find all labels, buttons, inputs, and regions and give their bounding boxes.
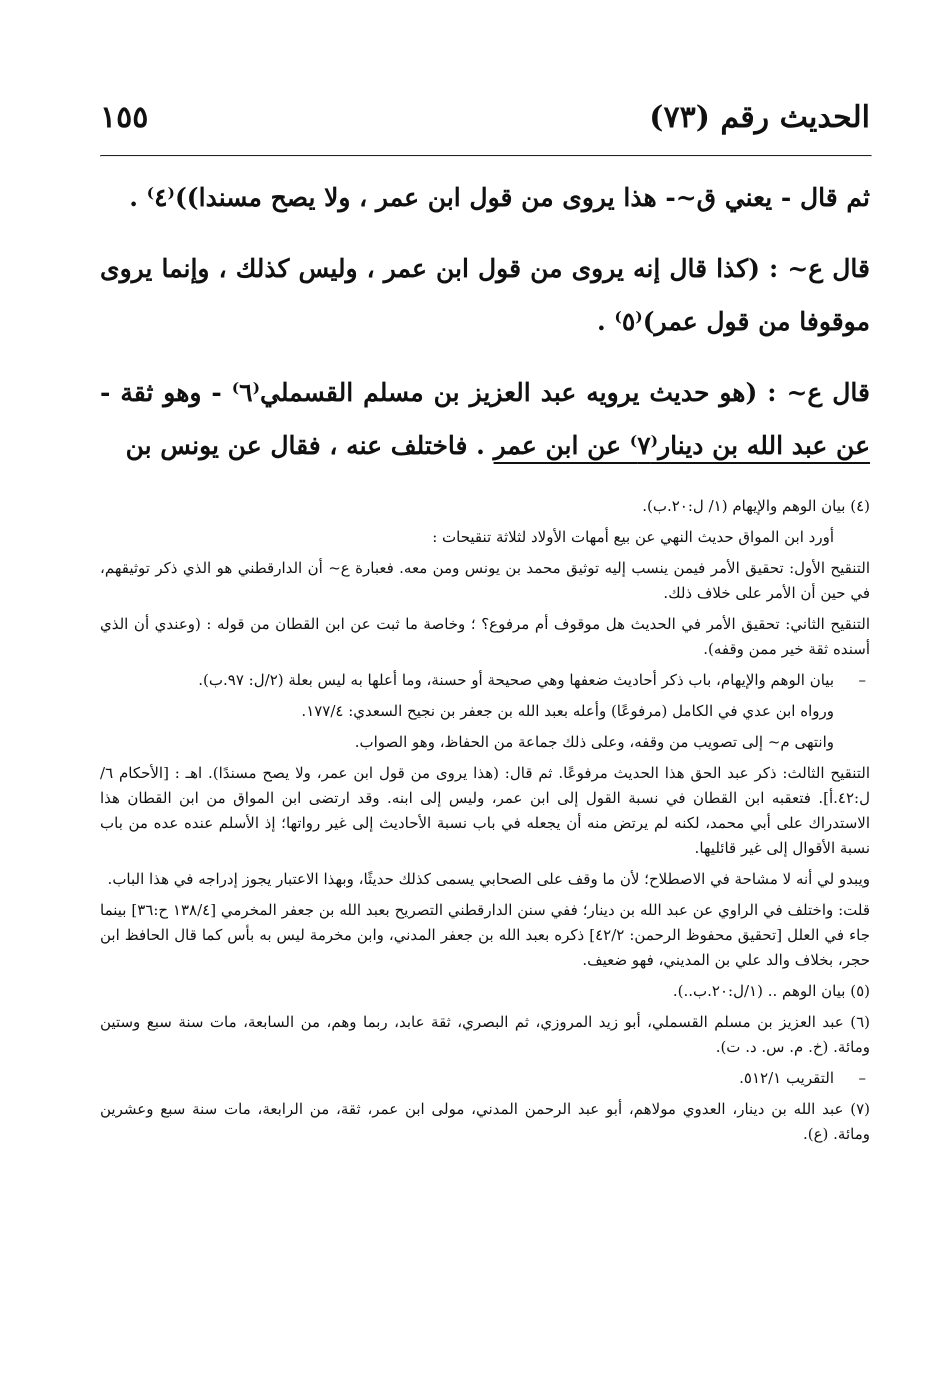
page-header [100,100,870,155]
paragraph-3 [100,366,870,472]
underlined-phrase: عن عبد الله بن دينار⁽٧⁾ عن ابن عمر [493,431,870,460]
running-title: الحديث رقم (٧٣) [649,100,870,135]
footnote-4-qultu: قلت: واختلف في الراوي عن عبد الله بن دينار؛ ففي سنن الدارقطني التصريح بعبد الله بن جعفر المخرمي [١٣٨/٤ ح:٣٦] بينما جاء في العلل [تحقيق محفوظ الرحمن: ٤٢/٢] ذكره بعبد الله بن جعفر المدني، وابن مخرمة ليس به بأس كما قال الحافظ ابن حجر، بخلاف والد علي بن المديني، فهو ضعيف. [100,901,870,969]
main-text [100,171,870,472]
footnote-4-opinion: ويبدو لي أنه لا مشاحة في الاصطلاح؛ لأن ما وقف على الصحابي يسمى كذلك حديثًا، وبهذا الاعتبار يجوز إدراجه في هذا الباب. [107,870,870,888]
footnote-4: (٤) بيان الوهم والإيهام (١/ ل:٢٠.ب). [642,497,870,515]
paragraph-3-text-b: . فاختلف عنه ، فقال عن يونس بن [125,431,494,460]
page-number: ١٥٥ [100,100,149,135]
footnote-4-dash-item: – بيان الوهم والإيهام، باب ذكر أحاديث ضعفها وهي صحيحة أو حسنة، وما أعلها به ليس بعلة (٢/ل: ٩٧.ب). [100,668,870,693]
paragraph-2: قال ع~ : (كذا قال إنه يروى من قول ابن عمر ، وليس كذلك ، وإنما يروى موقوفا من قول عمر)⁽٥⁾ . [100,254,870,336]
header-rule [100,155,872,157]
footnote-7: (٧) عبد الله بن دينار، العدوي مولاهم، أبو عبد الرحمن المدني، مولى ابن عمر، ثقة، من الرابعة، مات سنة سبع وعشرين ومائة. (ع). [100,1100,870,1143]
footnote-4-tanqih-1: التنقيح الأول: تحقيق الأمر فيمن ينسب إليه توثيق محمد بن يونس ومن معه. فعبارة ع~ أن الدارقطني هو الذي ذكر توثيقهم، في حين أن الأمر على خلاف ذلك. [100,559,870,602]
footnote-6: (٦) عبد العزيز بن مسلم القسملي، أبو زيد المروزي، ثم البصري، ثقة عابد، ربما وهم، من السابعة، مات سنة سبع وستين ومائة. (خ. م. س. د. ت). [100,1013,870,1056]
paragraph-1: ثم قال - يعني ق~- هذا يروى من قول ابن عمر ، ولا يصح مسندا))⁽٤⁾ . [129,183,870,212]
footnote-5: (٥) بيان الوهم .. (١/ل:٢٠.ب..). [672,982,870,1000]
footnote-4-conclusion: وانتهى م~ إلى تصويب من وقفه، وعلى ذلك جماعة من الحفاظ، وهو الصواب. [354,733,834,751]
document-page [100,100,870,1300]
footnote-4-ibn-adi: ورواه ابن عدي في الكامل (مرفوعًا) وأعله بعبد الله بن جعفر بن نجيح السعدي: ١٧٧/٤. [301,702,834,720]
paragraph-3-text-a: قال ع~ : (هو حديث يرويه عبد العزيز بن مسلم القسملي⁽٦⁾ - وهو ثقة - [100,378,870,407]
footnote-4-tanqih-2: التنقيح الثاني: تحقيق الأمر في الحديث هل موقوف أم مرفوع؟ ؛ وخاصة ما ثبت عن ابن القطان من قوله : (وعندي أن الذي أسنده ثقة خير ممن وقفه). [100,615,870,658]
footnote-4-intro: أورد ابن المواق حديث النهي عن بيع أمهات الأولاد لثلاثة تنقيحات : [432,528,834,546]
footnote-4-tanqih-3: التنقيح الثالث: ذكر عبد الحق هذا الحديث مرفوعًا. ثم قال: (هذا يروى من قول ابن عمر، ولا يصح مسندًا). اهـ : [الأحكام ٦/ل:٤٢.أ]. فتعقبه ابن القطان في نسبة القول إلى ابن عمر، وليس إلى ابنه. وقد ارتضى ابن المواق من ابن القطان هذا الاستدراك على أبي محمد، لكنه لم يرتض منه أن يجعله في باب نسبة الأحاديث إلى غير رواتها؛ إذ الأسلم عنده عده من باب نسبة الأقوال إلى غير قائليها. [100,764,870,857]
footnotes [100,494,870,1147]
footnote-6-taqrib: – التقريب ٥١٢/١. [100,1066,870,1091]
